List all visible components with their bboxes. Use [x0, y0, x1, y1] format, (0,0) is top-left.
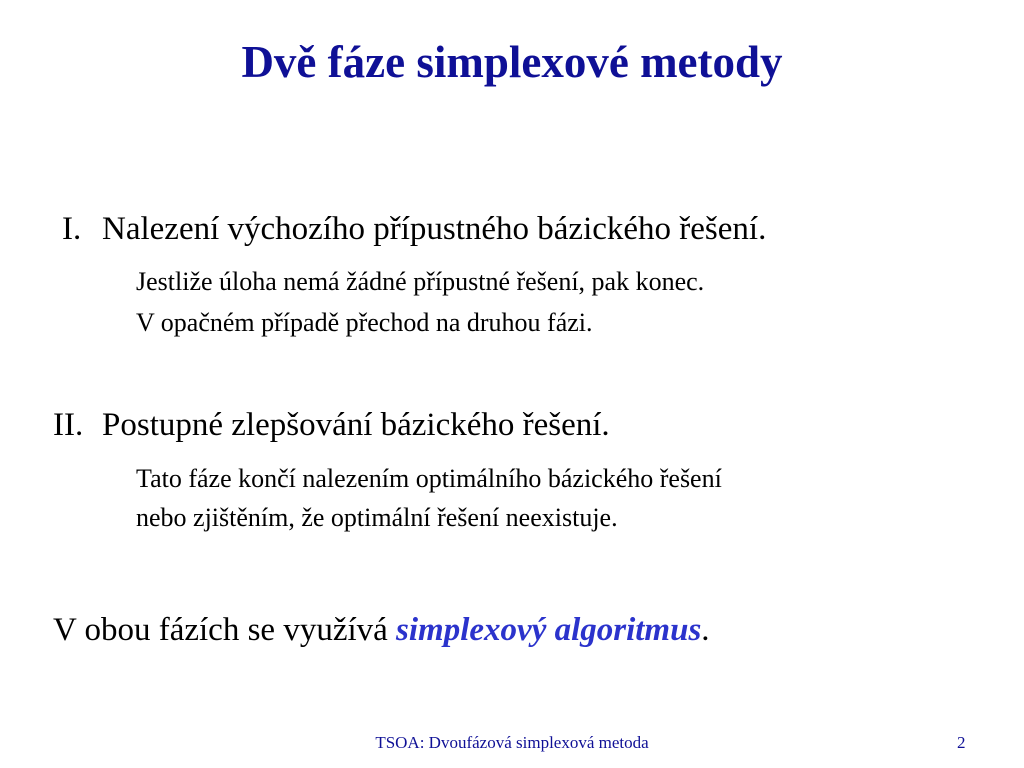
conclusion-line	[53, 610, 710, 650]
phase-1-detail-2: V opačném případě přechod na druhou fázi.	[136, 308, 593, 337]
phase-2-detail-2: nebo zjištěním, že optimální řešení neexistuje.	[136, 503, 618, 532]
conclusion-suffix: .	[701, 612, 710, 648]
simplex-algorithm-emphasis: simplexový algoritmus	[396, 612, 702, 648]
phase-2-numeral: II.	[53, 407, 84, 443]
phase-2-detail-1: Tato fáze končí nalezením optimálního bázického řešení	[136, 464, 722, 493]
phase-1-numeral: I.	[62, 211, 82, 247]
page-number: 2	[957, 733, 966, 752]
conclusion-prefix: V obou fázích se využívá	[53, 612, 397, 648]
phase-1-title: Nalezení výchozího přípustného bázického řešení.	[102, 211, 767, 247]
phase-2-title: Postupné zlepšování bázického řešení.	[102, 407, 610, 443]
phase-2-heading	[0, 405, 1024, 445]
footer-title: TSOA: Dvoufázová simplexová metoda	[375, 733, 649, 752]
phase-1-heading	[0, 209, 1024, 249]
slide-title: Dvě fáze simplexové metody	[241, 37, 783, 87]
phase-1-detail-1: Jestliže úloha nemá žádné přípustné řešení, pak konec.	[136, 267, 705, 296]
